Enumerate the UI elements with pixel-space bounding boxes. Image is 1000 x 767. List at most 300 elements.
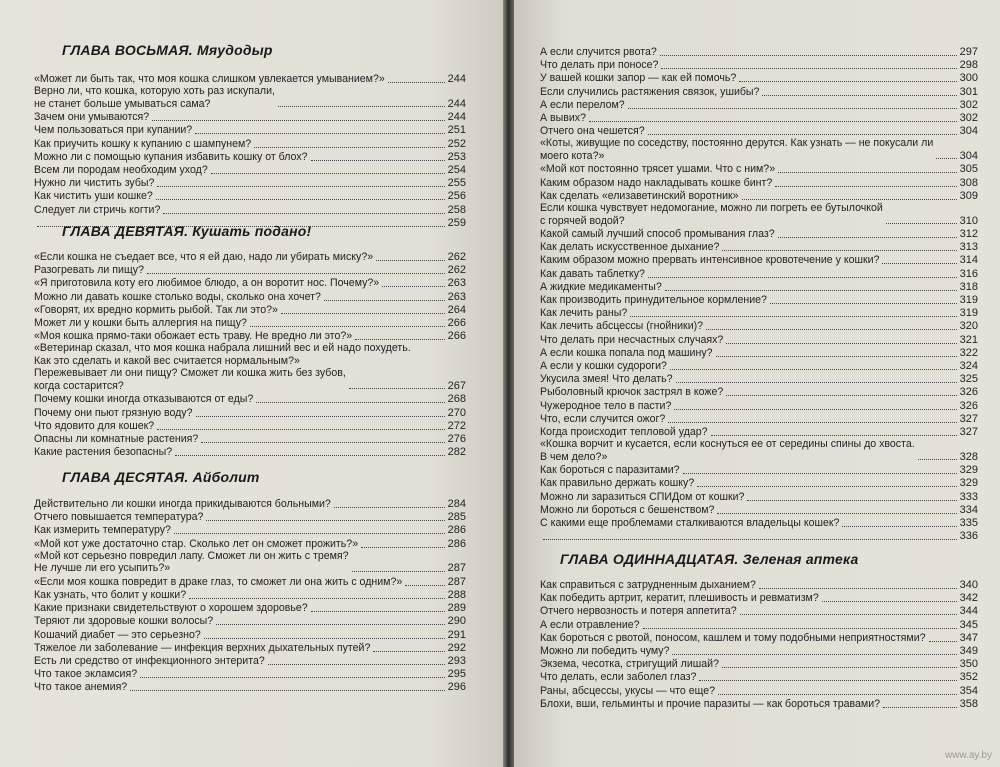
toc-entry: [540, 684, 978, 698]
toc-entry-title: Каким образом можно прервать интенсивное кровотечение у кошки?: [540, 254, 880, 267]
dot-leader: [759, 588, 957, 589]
dot-leader: [311, 611, 445, 612]
toc-page-number: 263: [447, 290, 466, 303]
toc-entry-title: Что делать, если заболел глаз?: [540, 671, 697, 684]
toc-entry-title: «Я приготовила коту его любимое блюдо, а он воротит нос. Почему?»: [34, 277, 380, 290]
toc-entry: [540, 319, 978, 333]
toc-entry-title: Можно ли бороться с бешенством?: [540, 503, 715, 516]
toc-page-number: 345: [959, 618, 978, 631]
toc-entry: [540, 372, 978, 386]
toc-page-number: 349: [959, 645, 978, 657]
toc-page-number: 336: [959, 530, 978, 543]
dot-leader: [648, 277, 957, 278]
toc-page-number: 329: [959, 477, 978, 490]
dot-leader: [405, 585, 444, 586]
toc-entry-title: Есть ли средство от инфекционного энтерита?: [34, 655, 265, 667]
dot-leader: [778, 172, 957, 173]
dot-leader: [665, 290, 957, 291]
dot-leader: [648, 134, 957, 135]
toc-entry-title: «Коты, живущие по соседству, постоянно дерутся. Как узнать — не покусали ли моего кота?»: [540, 137, 934, 162]
dot-leader: [716, 356, 957, 357]
toc-entry-title: А жидкие медикаменты?: [540, 280, 662, 293]
dot-leader: [174, 533, 445, 534]
dot-leader: [256, 402, 444, 403]
toc-page-number: 292: [447, 641, 466, 654]
toc-entry: [540, 578, 978, 592]
dot-leader: [882, 263, 956, 264]
toc-page-number: 266: [447, 330, 466, 343]
toc-entry: [540, 85, 978, 99]
toc-entry: [34, 150, 466, 164]
toc-entry-title: Разогревать ли пищу?: [34, 264, 144, 277]
toc-entry-title: Укусила змея! Что делать?: [540, 373, 673, 386]
toc-entry: [540, 385, 978, 399]
toc-page-number: 300: [959, 72, 978, 85]
dot-leader: [311, 160, 445, 161]
toc-page-number: 254: [447, 164, 466, 176]
toc-entry-title: Тяжелое ли заболевание — инфекция верхних дыхательных путей?: [34, 641, 371, 654]
toc-page-number: 327: [959, 412, 978, 425]
toc-entry-title: Как делать искусственное дыхание?: [540, 241, 720, 254]
toc-entry-title: Какие признаки свидетельствуют о хорошем здоровье?: [34, 602, 308, 615]
toc-page-number: 287: [447, 575, 466, 588]
toc-entry-title: Как измерить температуру?: [34, 524, 171, 537]
toc-page-number: 287: [447, 562, 466, 575]
toc-entry: [540, 253, 978, 267]
toc-entry: [34, 641, 466, 655]
toc-page-number: 304: [959, 149, 978, 162]
dot-leader: [883, 707, 957, 708]
toc-page-number: 289: [447, 602, 466, 615]
toc-entry-title: Следует ли стричь когти?: [34, 203, 161, 216]
toc-page-number: 296: [447, 681, 466, 694]
dot-leader: [157, 186, 444, 187]
toc-page-number: 354: [959, 684, 978, 697]
toc-page-number: 256: [447, 190, 466, 203]
toc-entry-title: Верно ли, что кошка, которую хоть раз искупали, не станет больше умываться сама?: [34, 85, 275, 110]
dot-leader: [334, 507, 445, 508]
dot-leader: [742, 199, 957, 200]
toc-entry: [540, 98, 978, 112]
toc-entry: [540, 670, 978, 684]
toc-page-number: 324: [959, 360, 978, 372]
toc-page-number: 320: [959, 320, 978, 333]
dot-leader: [147, 273, 445, 274]
toc-page-number: 276: [447, 433, 466, 445]
toc-entry: [540, 306, 978, 320]
dot-leader: [543, 539, 957, 540]
toc-entry-title: Что делать при несчастных случаях?: [540, 333, 724, 346]
dot-leader: [668, 422, 956, 423]
toc-entry-title: Чужеродное тело в пасти?: [540, 399, 672, 412]
toc-entry-title: У вашей кошки запор — как ей помочь?: [540, 72, 737, 85]
dot-leader: [661, 68, 956, 69]
dot-leader: [929, 641, 957, 642]
toc-entry: [34, 680, 466, 694]
toc-entry: [540, 58, 978, 72]
dot-leader: [156, 199, 445, 200]
toc-entry-title: Как бороться с паразитами?: [540, 464, 680, 477]
dot-leader: [676, 382, 957, 383]
toc-entry: [34, 250, 466, 264]
toc-page-number: 334: [959, 503, 978, 516]
toc-page-number: 301: [959, 85, 978, 98]
dot-leader: [349, 388, 445, 389]
dot-leader: [886, 223, 957, 224]
toc-entry-title: Как узнать, что болит у кошки?: [34, 589, 187, 601]
toc-page-number: 262: [447, 251, 466, 263]
toc-entry: [34, 497, 466, 511]
toc-page-number: 244: [447, 73, 466, 85]
chapter-heading: ГЛАВА ДЕВЯТАЯ. Кушать подано!: [62, 223, 312, 239]
toc-entry: [34, 163, 466, 177]
toc-entry-title: Отчего повышается температура?: [34, 511, 204, 524]
toc-page-number: 304: [959, 125, 978, 138]
toc-entry-title: Можно ли победить чуму?: [540, 645, 670, 657]
toc-page-number: 291: [447, 628, 466, 641]
dot-leader: [726, 343, 956, 344]
toc-entry: [540, 267, 978, 281]
toc-page-number: 326: [959, 399, 978, 412]
toc-page-number: 318: [959, 280, 978, 293]
toc-entry-title: «Мой кот серьезно повредил лапу. Сможет ли он жить с тремя? Не лучше ли его усыпить?»: [34, 549, 349, 575]
toc-page-number: 340: [959, 579, 978, 591]
toc-page-number: 252: [447, 137, 466, 150]
toc-page-number: 255: [447, 177, 466, 190]
dot-leader: [382, 286, 444, 287]
toc-page-number: 264: [447, 303, 466, 316]
toc-entry: [540, 45, 978, 59]
toc-page-number: 272: [447, 419, 466, 432]
toc-page-number: 267: [447, 379, 466, 392]
dot-leader: [352, 571, 445, 572]
toc-entry: [34, 654, 466, 668]
toc-page-number: 305: [959, 163, 978, 176]
dot-leader: [268, 664, 445, 665]
toc-page-number: 285: [447, 511, 466, 524]
toc-entry: [34, 316, 466, 330]
toc-page-number: 282: [447, 446, 466, 459]
toc-entry: [540, 111, 978, 125]
toc-entry: [34, 523, 466, 537]
toc-page-number: 322: [959, 346, 978, 359]
toc-page-number: 314: [959, 254, 978, 267]
toc-entry: [34, 303, 466, 317]
toc-entry: [540, 425, 978, 439]
toc-page-number: 319: [959, 294, 978, 306]
dot-leader: [747, 500, 956, 501]
toc-entry: [540, 137, 978, 162]
toc-entry-title: А если случится рвота?: [540, 46, 657, 58]
dot-leader: [216, 624, 444, 625]
toc-entry-title: А если отравление?: [540, 618, 640, 631]
toc-entry-title: Если случились растяжения связок, ушибы?: [540, 85, 760, 98]
toc-entry: [34, 123, 466, 137]
toc-entry: [34, 276, 466, 290]
toc-entry: [540, 697, 978, 711]
dot-leader: [281, 313, 445, 314]
dot-leader: [718, 694, 957, 695]
toc-entry-title: Опасны ли комнатные растения?: [34, 433, 199, 445]
toc-entry: [34, 290, 466, 304]
toc-entry: [34, 203, 466, 217]
toc-entry: [34, 588, 466, 602]
toc-entry-title: Как справиться с затрудненным дыханием?: [540, 579, 756, 591]
toc-entry: [34, 342, 466, 367]
toc-page-number: 244: [447, 111, 466, 124]
toc-entry: [540, 333, 978, 347]
toc-entry: [540, 591, 978, 605]
toc-entry-title: Кошачий диабет — это серьезно?: [34, 628, 201, 641]
toc-entry-title: Как правильно держать кошку?: [540, 477, 695, 490]
toc-entry: [34, 419, 466, 433]
toc-entry: [34, 575, 466, 589]
toc-entry: [540, 71, 978, 85]
toc-entry: [540, 293, 978, 307]
toc-entry-title: Что ядовито для кошек?: [34, 419, 155, 432]
toc-entry-title: «Кошка ворчит и кусается, если коснуться ее от середины спины до хвоста. В чем дело?»: [540, 438, 915, 463]
dot-leader: [388, 82, 445, 83]
toc-page-number: 344: [959, 605, 978, 618]
toc-entry: [540, 644, 978, 658]
toc-entry: [540, 359, 978, 373]
toc-entry-title: Почему кошки иногда отказываются от еды?: [34, 393, 254, 406]
toc-page-number: 358: [959, 697, 978, 710]
toc-page-number: 293: [447, 655, 466, 667]
dot-leader: [699, 680, 956, 681]
toc-page-number: 258: [447, 203, 466, 216]
toc-entry: [540, 124, 978, 138]
toc-entry: [34, 628, 466, 642]
toc-entry: [540, 162, 978, 176]
toc-entry: [34, 406, 466, 420]
toc-entry-title: Что, если случится ожог?: [540, 412, 666, 425]
toc-page-number: 288: [447, 589, 466, 601]
toc-entry: [34, 392, 466, 406]
toc-entry-title: «Ветеринар сказал, что моя кошка набрала лишний вес и ей надо похудеть. Как это сделать и какой вес считается нормальным?»: [34, 342, 411, 367]
toc-entry-title: «Если кошка не съедает все, что я ей даю, надо ли убирать миску?»: [34, 251, 374, 263]
dot-leader: [196, 416, 445, 417]
dot-leader: [628, 108, 957, 109]
toc-entry-title: Можно ли с помощью купания избавить кошку от блох?: [34, 150, 308, 163]
toc-page-number: 350: [959, 658, 978, 671]
toc-entry: [540, 438, 978, 463]
toc-entry: [34, 367, 466, 392]
toc-page-number: 270: [447, 406, 466, 419]
toc-page-number: 309: [959, 189, 978, 202]
toc-entry: [540, 631, 978, 645]
toc-entry-title: Чем пользоваться при купании?: [34, 124, 193, 137]
dot-leader: [630, 316, 956, 317]
toc-entry: [540, 412, 978, 426]
dot-leader: [936, 158, 956, 159]
chapter-heading: ГЛАВА ВОСЬМАЯ. Мяудодыр: [62, 42, 273, 58]
dot-leader: [722, 250, 956, 251]
toc-entry-title: Можно ли заразиться СПИДом от кошки?: [540, 490, 745, 503]
dot-leader: [711, 435, 957, 436]
toc-entry-title: «Может ли быть так, что моя кошка слишком увлекается умыванием?»: [34, 73, 385, 85]
toc-page-number: 302: [959, 98, 978, 111]
toc-entry: [34, 85, 466, 110]
toc-page-number: 284: [447, 498, 466, 510]
toc-page-number: 266: [447, 317, 466, 329]
dot-leader: [195, 133, 444, 134]
toc-entry: [540, 618, 978, 632]
toc-entry: [34, 110, 466, 124]
toc-entry-title: А если у кошки судороги?: [540, 360, 667, 372]
toc-entry-title: С какими еще проблемами сталкиваются владельцы кошек?: [540, 517, 840, 529]
dot-leader: [739, 81, 956, 82]
toc-entry: [540, 176, 978, 190]
toc-entry-title: Отчего она чешется?: [540, 125, 645, 138]
dot-leader: [706, 329, 957, 330]
toc-entry: [540, 490, 978, 504]
dot-leader: [918, 459, 957, 460]
dot-leader: [670, 369, 957, 370]
dot-leader: [152, 120, 444, 121]
toc-entry: [540, 399, 978, 413]
toc-entry-title: Если кошка чувствует недомогание, можно ли погреть ее бутылочкой с горячей водой?: [540, 202, 883, 227]
dot-leader: [324, 300, 445, 301]
dot-leader: [674, 409, 956, 410]
toc-entry-title: Как бороться с рвотой, поносом, кашлем и тому подобными неприятностями?: [540, 631, 926, 644]
dot-leader: [206, 520, 444, 521]
toc-extra-page: [540, 529, 978, 543]
toc-entry-title: «Мой кот уже достаточно стар. Сколько лет он сможет прожить?»: [34, 537, 359, 550]
dot-leader: [697, 486, 956, 487]
toc-entry-title: Почему они пьют грязную воду?: [34, 406, 193, 419]
chapter-heading: ГЛАВА ДЕСЯТАЯ. Айболит: [62, 469, 260, 485]
dot-leader: [211, 173, 445, 174]
toc-entry: [540, 346, 978, 360]
toc-entry-title: Можно ли давать кошке столько воды, сколько она хочет?: [34, 290, 321, 303]
dot-leader: [157, 429, 444, 430]
toc-page-number: 244: [447, 97, 466, 110]
toc-entry: [540, 202, 978, 227]
dot-leader: [722, 667, 957, 668]
toc-entry-title: «Моя кошка прямо-таки обожает есть траву. Не вредно ли это?»: [34, 330, 353, 343]
toc-entry-title: А если перелом?: [540, 98, 625, 111]
dot-leader: [376, 260, 445, 261]
toc-entry-title: Отчего нервозность и потеря аппетита?: [540, 605, 737, 618]
dot-leader: [355, 339, 444, 340]
toc-entry-title: Каким образом надо накладывать кошке бинт?: [540, 176, 773, 189]
toc-entry-title: Что такое экламсия?: [34, 668, 138, 681]
toc-entry: [540, 604, 978, 618]
toc-page-number: 328: [959, 450, 978, 463]
dot-leader: [130, 690, 444, 691]
toc-entry: [540, 463, 978, 477]
toc-entry: [540, 503, 978, 517]
dot-leader: [361, 547, 445, 548]
toc-entry: [34, 510, 466, 524]
toc-page-number: 263: [447, 277, 466, 290]
toc-page-number: 327: [959, 426, 978, 438]
toc-entry: [540, 189, 978, 203]
toc-page-number: 310: [959, 214, 978, 227]
toc-entry: [540, 516, 978, 530]
toc-entry-title: «Мой кот постоянно трясет ушами. Что с ним?»: [540, 163, 776, 176]
toc-entry: [34, 137, 466, 151]
toc-entry: [540, 280, 978, 294]
toc-entry-title: Как сделать «елизаветинский воротник»: [540, 189, 739, 202]
toc-page-number: 316: [959, 267, 978, 280]
toc-page-number: 335: [959, 517, 978, 529]
toc-page-number: 333: [959, 490, 978, 503]
watermark: www.ay.by: [944, 750, 992, 761]
dot-leader: [822, 601, 957, 602]
toc-page-number: 262: [447, 264, 466, 277]
toc-page-number: 268: [447, 393, 466, 406]
toc-entry-title: Теряют ли здоровые кошки волосы?: [34, 615, 214, 628]
toc-entry: [34, 550, 466, 575]
toc-entry-title: «Говорят, их вредно кормить рыбой. Так ли это?»: [34, 303, 278, 316]
toc-page-number: 295: [447, 668, 466, 681]
toc-page-number: 286: [447, 524, 466, 537]
toc-entry-title: А вывих?: [540, 112, 586, 124]
toc-page-number: 319: [959, 307, 978, 320]
dot-leader: [204, 638, 445, 639]
toc-entry-title: Всем ли породам необходим уход?: [34, 164, 208, 176]
toc-entry-title: Блохи, вши, гельминты и прочие паразиты — как бороться травами?: [540, 697, 881, 710]
toc-page-number: 321: [959, 333, 978, 346]
toc-entry: [34, 176, 466, 190]
dot-leader: [726, 395, 956, 396]
dot-leader: [201, 442, 444, 443]
toc-entry: [34, 432, 466, 446]
toc-page-number: 298: [959, 59, 978, 72]
dot-leader: [778, 237, 957, 238]
toc-entry-title: Как победить артрит, кератит, плешивость и ревматизм?: [540, 592, 819, 605]
toc-entry: [540, 657, 978, 671]
toc-entry-title: Пережевывает ли они пищу? Сможет ли кошка жить без зубов, когда состарится?: [34, 367, 346, 392]
toc-page-number: 312: [959, 228, 978, 240]
toc-entry-title: Что такое анемия?: [34, 681, 128, 694]
toc-entry-title: Как чистить уши кошке?: [34, 190, 153, 203]
toc-entry: [34, 601, 466, 615]
dot-leader: [589, 121, 957, 122]
toc-entry-title: Экзема, чесотка, стригущий лишай?: [540, 658, 719, 671]
dot-leader: [175, 455, 445, 456]
dot-leader: [660, 55, 957, 56]
toc-entry-title: Когда происходит тепловой удар?: [540, 426, 708, 438]
dot-leader: [189, 598, 445, 599]
toc-page-number: 347: [959, 631, 978, 644]
dot-leader: [643, 628, 957, 629]
toc-page-number: 290: [447, 615, 466, 628]
toc-page-number: 286: [447, 537, 466, 550]
toc-entry-title: Какие растения безопасны?: [34, 446, 173, 459]
toc-page-number: 302: [959, 112, 978, 124]
dot-leader: [775, 186, 956, 187]
toc-page-number: 251: [447, 124, 466, 137]
dot-leader: [140, 677, 445, 678]
toc-entry-title: Действительно ли кошки иногда прикидываются больными?: [34, 498, 331, 510]
dot-leader: [683, 473, 957, 474]
toc-entry-title: Какой самый лучший способ промывания глаз?: [540, 228, 775, 240]
dot-leader: [250, 326, 445, 327]
toc-entry: [540, 240, 978, 254]
dot-leader: [770, 303, 957, 304]
toc-entry-title: Зачем они умываются?: [34, 111, 150, 124]
toc-entry: [34, 614, 466, 628]
toc-entry: [34, 72, 466, 86]
toc-entry-title: Как давать таблетку?: [540, 267, 645, 280]
toc-entry: [540, 476, 978, 490]
dot-leader: [373, 651, 444, 652]
toc-page-number: 253: [447, 150, 466, 163]
toc-entry-title: Как производить принудительное кормление?: [540, 294, 767, 306]
